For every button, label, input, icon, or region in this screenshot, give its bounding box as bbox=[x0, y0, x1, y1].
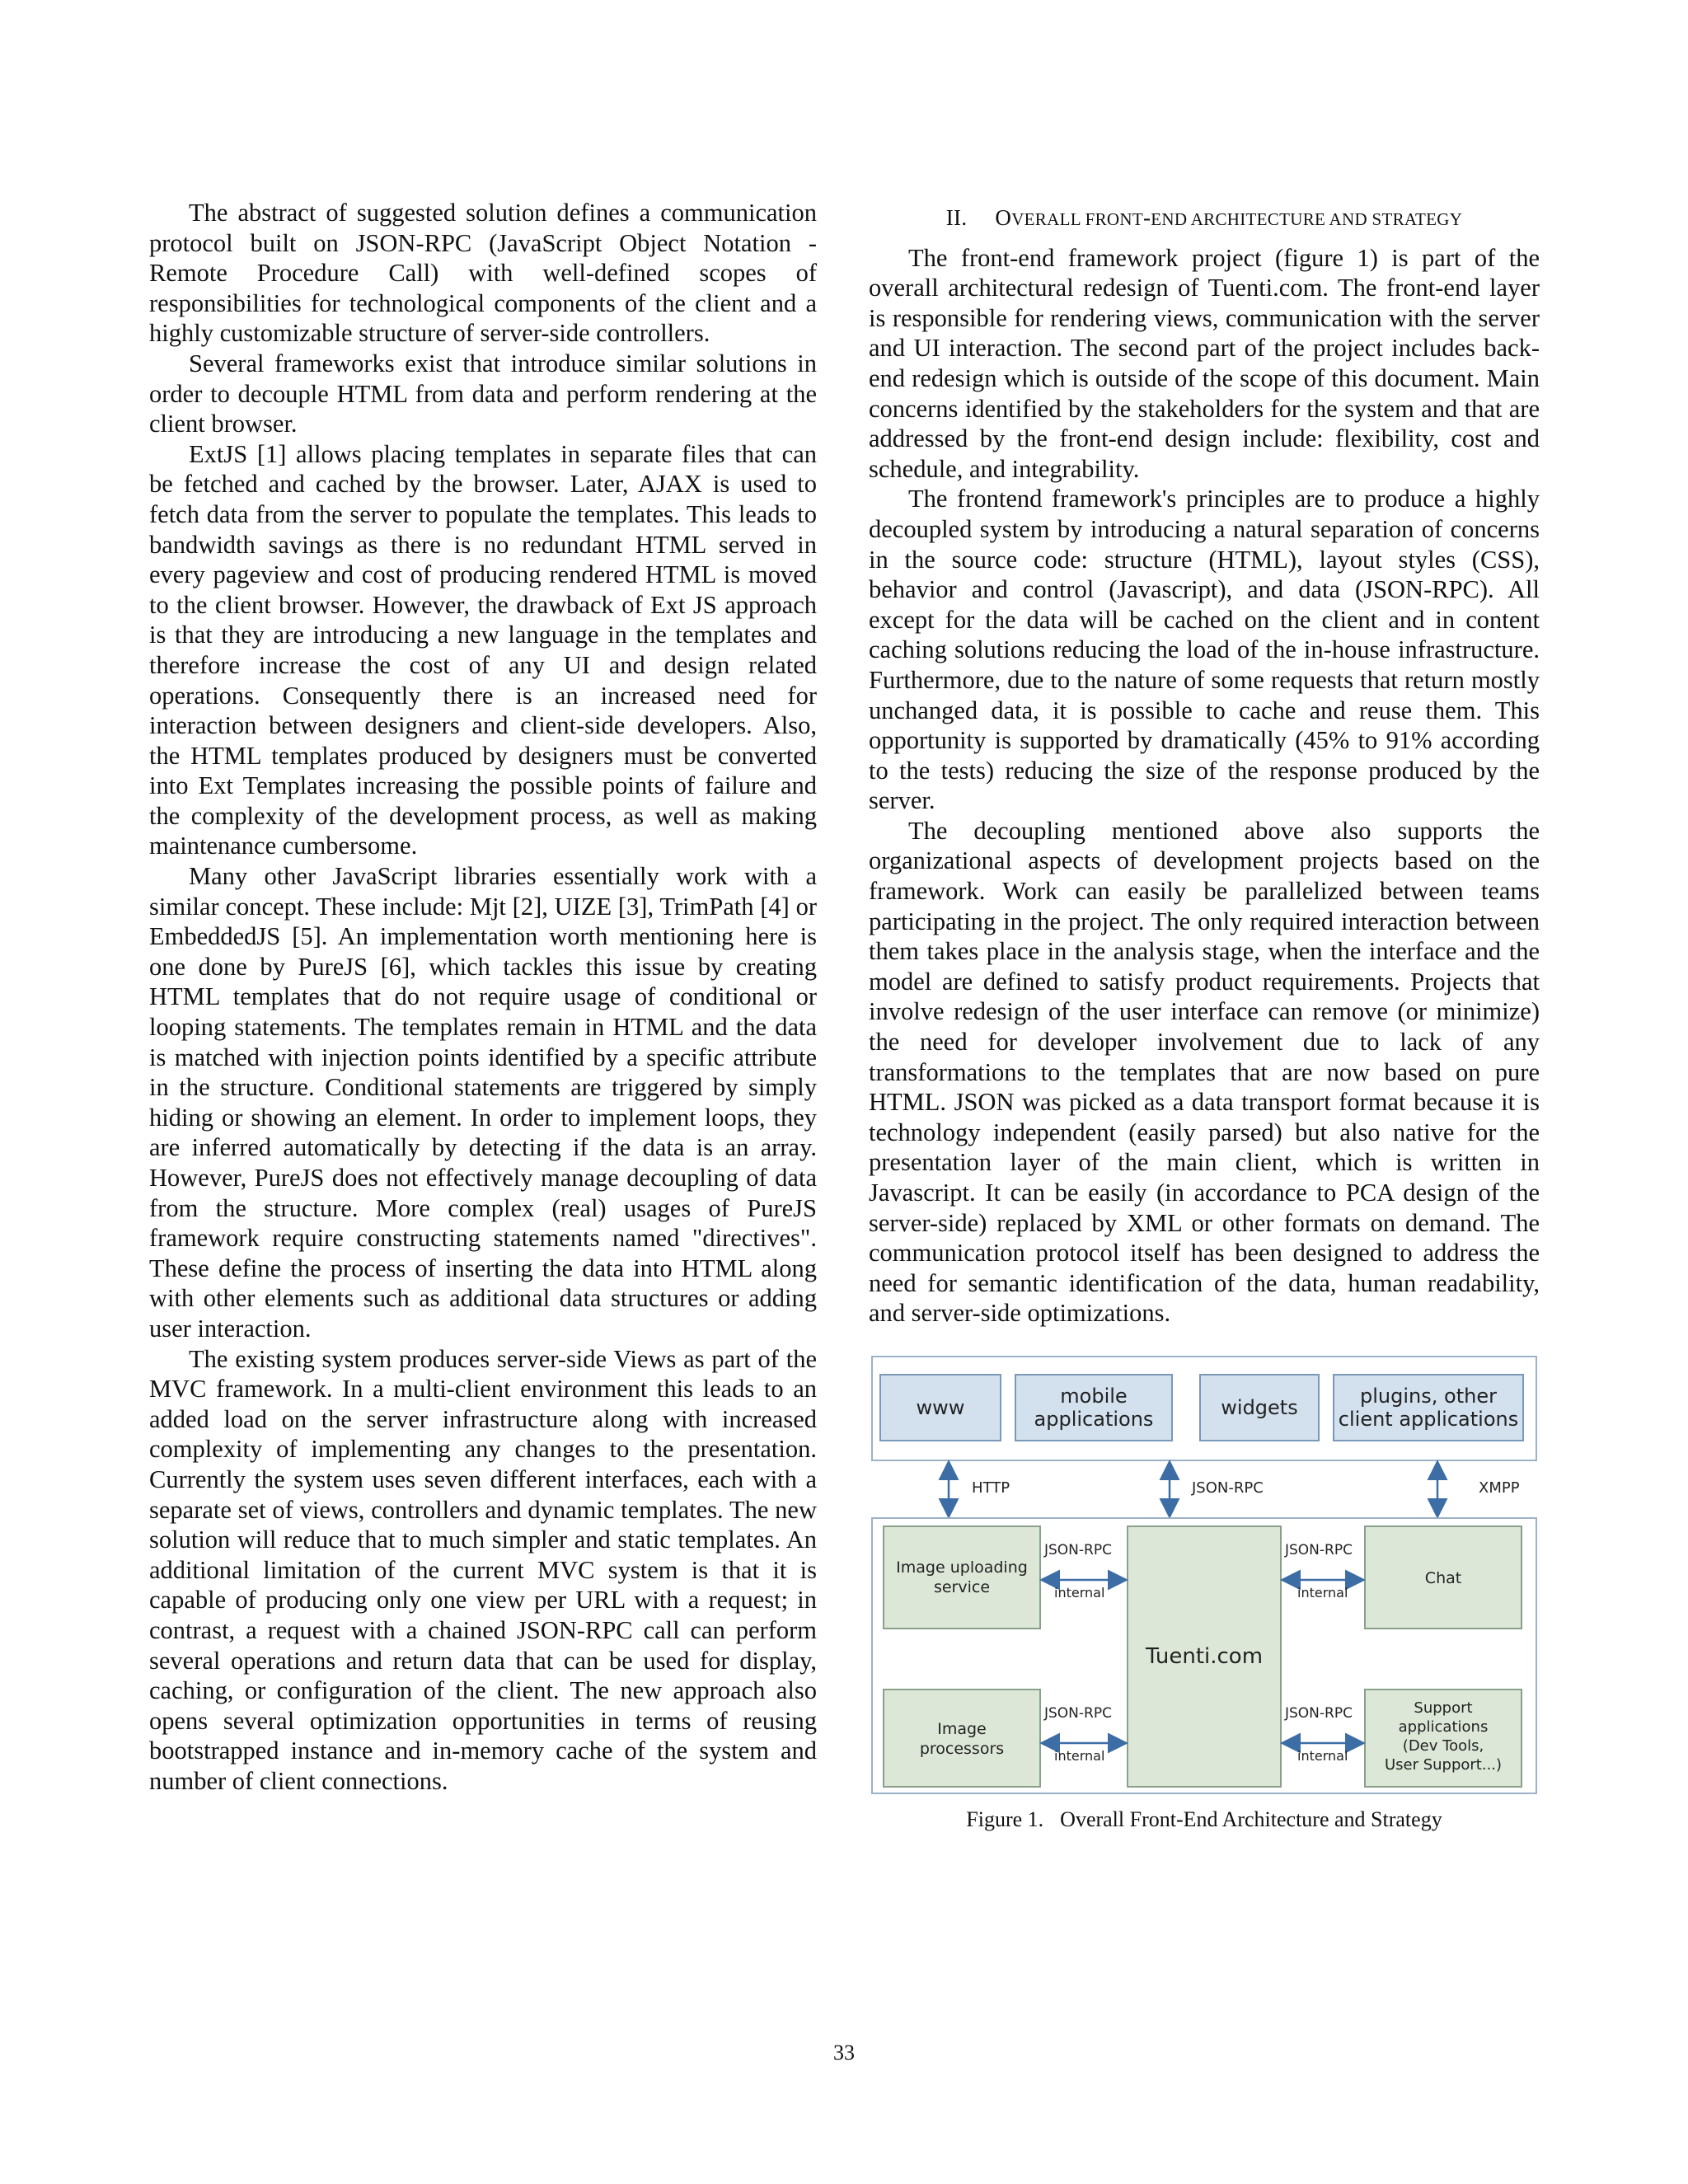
architecture-diagram bbox=[869, 1353, 1540, 1798]
client-plugins-label-1: plugins, other bbox=[1360, 1384, 1497, 1408]
link-sub-support: internal bbox=[1297, 1747, 1348, 1764]
figure-caption-label: Figure 1. bbox=[966, 1807, 1044, 1831]
paragraph-abstract: The abstract of suggested solution defines a communication protocol built on JSON-RPC (JavaScript Object Notation - Remote Procedure Call) with well-defined scopes of responsibilities for technological components of the client and a highly customizable structure of server-side controllers. bbox=[149, 199, 817, 348]
section-title-part-1: VERALL FRONT bbox=[1011, 209, 1143, 229]
label-http: HTTP bbox=[972, 1479, 1010, 1497]
image-uploading-label-1: Image uploading bbox=[896, 1558, 1028, 1577]
support-label-1: Support bbox=[1414, 1699, 1473, 1717]
link-sub-upload: internal bbox=[1054, 1584, 1105, 1601]
paragraph-frameworks: Several frameworks exist that introduce similar solutions in order to decouple HTML from data and perform rendering at the client browser. bbox=[149, 349, 817, 438]
link-label-upload: JSON-RPC bbox=[1044, 1541, 1112, 1558]
figure-caption bbox=[869, 1805, 1540, 1835]
label-xmpp: XMPP bbox=[1479, 1479, 1520, 1497]
client-plugins-label-2: client applications bbox=[1338, 1407, 1519, 1431]
tuenti-label: Tuenti.com bbox=[1145, 1643, 1264, 1669]
image-processors-box bbox=[884, 1690, 1040, 1787]
paragraph-existing-system: The existing system produces server-side Views as part of the MVC framework. In a multi-client environment this leads to an added load on the server infrastructure along with increased complexity of implementing any changes to the presentation. Currently the system uses seven different interfaces, each with a separate set of views, controllers and dynamic templates. The new solution will reduce that to much simpler and static templates. An additional limitation of the current MVC system is that it is capable of producing only one view per URL with a request; in contrast, a request with a chained JSON-RPC call can perform several operations and return data that can be used for display, caching, or configuration of the client. The new approach also opens several optimization opportunities in terms of reusing bootstrapped instance and in-memory cache of the system and number of client connections. bbox=[149, 1344, 817, 1795]
support-label-4: User Support...) bbox=[1384, 1755, 1503, 1774]
chat-label: Chat bbox=[1424, 1568, 1462, 1587]
right-column bbox=[869, 198, 1540, 1835]
figure-caption-text: Overall Front-End Architecture and Strategy bbox=[1060, 1807, 1442, 1831]
page-number: 33 bbox=[833, 2041, 855, 2064]
link-sub-chat: internal bbox=[1297, 1584, 1348, 1601]
paragraph-project-overview: The front-end framework project (figure 1) is part of the overall architectural redesign of Tuenti.com. The front-end layer is responsible for rendering views, communication with the server and UI interaction. The second part of the project includes back-end redesign which is outside of the scope of this document. Main concerns identified by the stakeholders for the system and that are addressed by the front-end design include: flexibility, cost and schedule, and integrability. bbox=[869, 243, 1540, 483]
paragraph-extjs: ExtJS [1] allows placing templates in separate files that can be fetched and cached by the browser. Later, AJAX is used to fetch data from the server to populate the templates. This leads to bandwidth savings as there is no redundant HTML served in every pageview and cost of producing rendered HTML is moved to the client browser. However, the drawback of Ext JS approach is that they are introducing a new language in the templates and therefore increase the cost of any UI and design related operations. Consequently there is an increased need for interaction between designers and client-side developers. Also, the HTML templates produced by designers must be converted into Ext Templates increasing the possible points of failure and the complexity of the development process, as well as making maintenance cumbersome. bbox=[149, 439, 817, 860]
link-label-chat: JSON-RPC bbox=[1285, 1541, 1353, 1558]
link-label-processors: JSON-RPC bbox=[1044, 1704, 1112, 1722]
paragraph-decoupling: The decoupling mentioned above also supports the organizational aspects of development projects based on the framework. Work can easily be parallelized between teams participating in the project. The only required interaction between them takes place in the analysis stage, when the interface and the model are defined to satisfy product requirements. Projects that involve redesign of the user interface can remove (or minimize) the need for developer involvement due to lack of any transformations to the templates that are now based on pure HTML. JSON was picked as a data transport format because it is technology independent (easily parsed) but also native for the presentation layer of the main client, which is written in Javascript. It can be easily (in accordance to PCA design of the server-side) replaced by XML or other formats on demand. The communication protocol itself has been designed to address the need for semantic identification of the data, human readability, and server-side optimizations. bbox=[869, 816, 1540, 1328]
image-uploading-box bbox=[884, 1526, 1040, 1629]
client-mobile-label-1: mobile bbox=[1060, 1384, 1128, 1408]
section-title-part-2: END ARCHITECTURE AND STRATEGY bbox=[1151, 209, 1463, 229]
paragraph-other-libraries: Many other JavaScript libraries essentially work with a similar concept. These include: Mjt [2], UIZE [3], TrimPath [4] or EmbeddedJS [5]. An implementation worth mentioning here is one done by PureJS [6], which tackles this issue by creating HTML templates that do not require usage of conditional or looping statements. The templates remain in HTML and the data is matched with injection points identified by a specific attribute in the structure. Conditional statements are triggered by simply hiding or showing an element. In order to implement loops, they are inferred automatically by detecting if the data is an array. However, PureJS does not effectively manage decoupling of data from the structure. More complex (real) usages of PureJS framework require constructing statements named "directives". These define the process of inserting the data into HTML along with other elements such as additional data structures or adding user interaction. bbox=[149, 862, 817, 1343]
paragraph-principles: The frontend framework's principles are to produce a highly decoupled system by introducing a natural separation of concerns in the source code: structure (HTML), layout styles (CSS), behavior and control (Javascript), and data (JSON-RPC). All except for the data will be cached on the client and in content caching solutions reducing the load of the in-house infrastructure. Furthermore, due to the nature of some requests that return mostly unchanged data, it is possible to cache and reuse them. This opportunity is supported by dramatically (45% to 91% according to the tests) reducing the size of the response produced by the server. bbox=[869, 485, 1540, 815]
section-heading bbox=[869, 203, 1540, 235]
section-title-initial: O bbox=[995, 205, 1012, 230]
client-widgets-label: widgets bbox=[1221, 1395, 1298, 1419]
link-label-support: JSON-RPC bbox=[1285, 1704, 1353, 1722]
link-sub-processors: internal bbox=[1054, 1747, 1105, 1764]
section-title-dash: - bbox=[1142, 205, 1151, 230]
left-column bbox=[149, 198, 817, 1796]
image-processors-label-2: processors bbox=[919, 1739, 1005, 1758]
label-jsonrpc: JSON-RPC bbox=[1192, 1479, 1264, 1497]
image-uploading-label-2: service bbox=[933, 1577, 991, 1596]
image-processors-label-1: Image bbox=[937, 1719, 987, 1738]
client-mobile-label-2: applications bbox=[1034, 1407, 1154, 1431]
support-label-2: applications bbox=[1398, 1718, 1489, 1736]
figure-architecture bbox=[869, 1353, 1540, 1835]
section-number: II. bbox=[945, 205, 968, 230]
support-label-3: (Dev Tools, bbox=[1402, 1736, 1484, 1755]
client-www-label: www bbox=[916, 1395, 965, 1419]
